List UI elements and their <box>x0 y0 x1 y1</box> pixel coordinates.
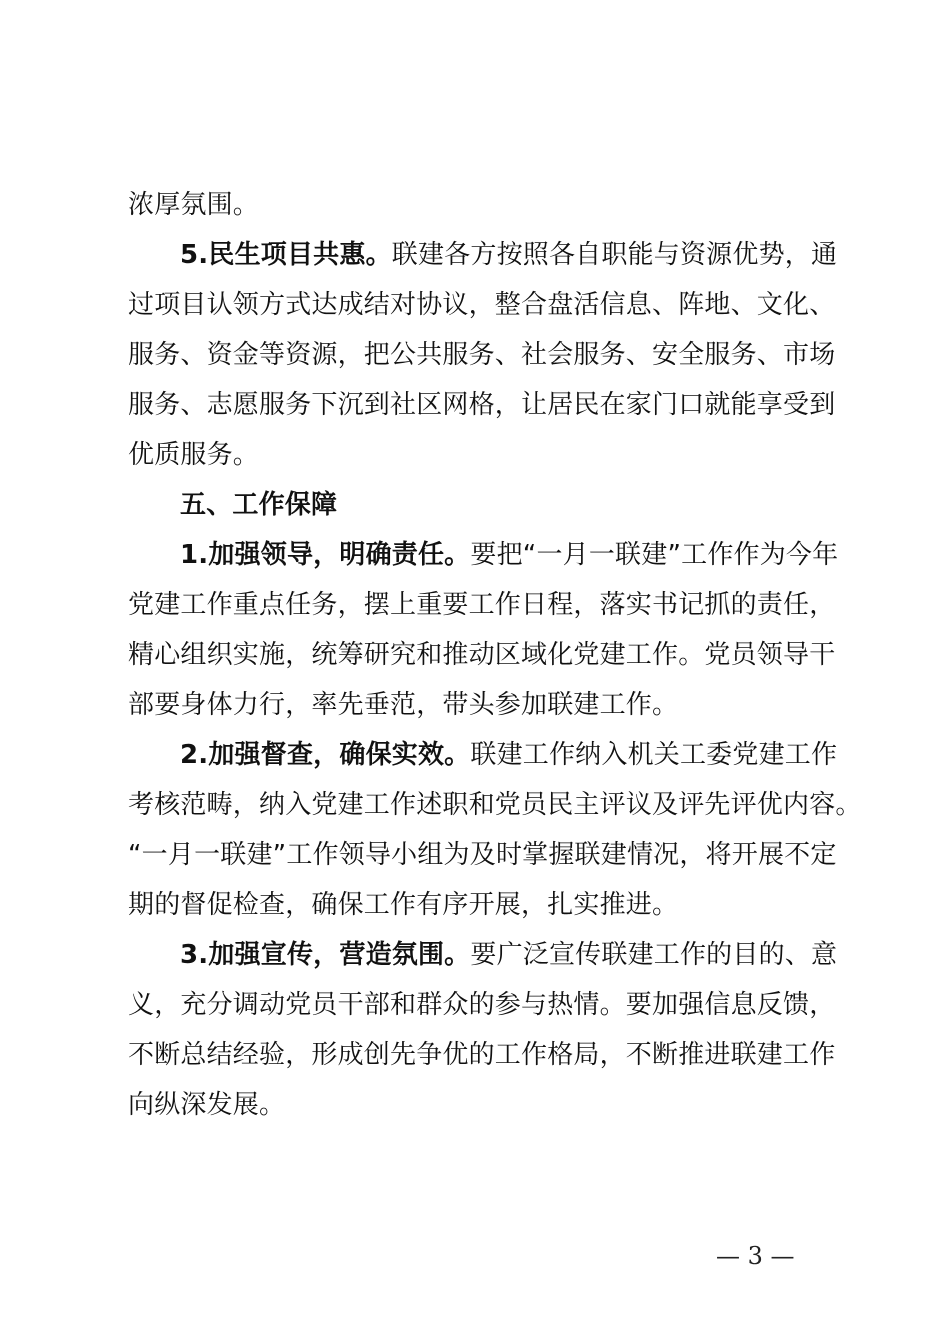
paragraph-line: 浓厚氛围。 <box>128 190 260 220</box>
item-text: 联建工作纳入机关工委党建工作 <box>470 740 838 770</box>
paragraph-line: 考核范畴，纳入党建工作述职和党员民主评议及评先评优内容。 <box>128 790 862 820</box>
item-text: 联建各方按照各自职能与资源优势，通 <box>391 240 838 270</box>
item-text: 要广泛宣传联建工作的目的、意 <box>470 940 838 970</box>
item-heading: 5.民生项目共惠。 <box>180 240 392 270</box>
paragraph-line: 过项目认领方式达成结对协议，整合盘活信息、阵地、文化、 <box>128 290 836 320</box>
item-heading: 1.加强领导，明确责任。 <box>180 540 471 570</box>
item-heading: 3.加强宣传，营造氛围。 <box>180 940 471 970</box>
paragraph-line: 优质服务。 <box>128 440 260 470</box>
paragraph-line: 党建工作重点任务，摆上重要工作日程，落实书记抓的责任， <box>128 590 836 620</box>
paragraph-line <box>180 730 837 780</box>
paragraph-line: 部要身体力行，率先垂范，带头参加联建工作。 <box>128 690 679 720</box>
paragraph-line: 义，充分调动党员干部和群众的参与热情。要加强信息反馈， <box>128 990 836 1020</box>
item-text: 要把“一月一联建”工作作为今年 <box>470 540 839 570</box>
section-heading: 五、工作保障 <box>180 490 338 520</box>
paragraph-line: 服务、资金等资源，把公共服务、社会服务、安全服务、市场 <box>128 340 836 370</box>
paragraph-line: 不断总结经验，形成创先争优的工作格局，不断推进联建工作 <box>128 1040 836 1070</box>
paragraph-line: “一月一联建”工作领导小组为及时掌握联建情况，将开展不定 <box>128 840 837 870</box>
paragraph-line: 服务、志愿服务下沉到社区网格，让居民在家门口就能享受到 <box>128 390 836 420</box>
item-heading: 2.加强督查，确保实效。 <box>180 740 471 770</box>
paragraph-line <box>180 230 837 280</box>
paragraph-line <box>180 930 837 980</box>
paragraph-line <box>180 530 838 580</box>
paragraph-line: 向纵深发展。 <box>128 1090 286 1120</box>
paragraph-line: 期的督促检查，确保工作有序开展，扎实推进。 <box>128 890 679 920</box>
page-number: — 3 — <box>716 1242 795 1270</box>
paragraph-line: 精心组织实施，统筹研究和推动区域化党建工作。党员领导干 <box>128 640 836 670</box>
